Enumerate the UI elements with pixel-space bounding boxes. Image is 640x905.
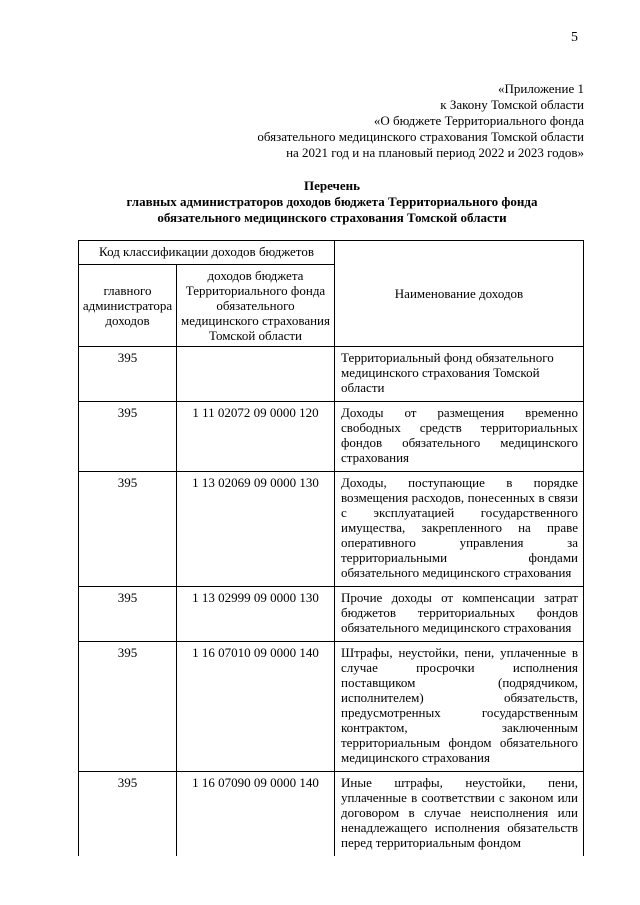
income-name-cell: Прочие доходы от компенсации затрат бюджетов территориальных фондов обязательного медицинского страхования bbox=[335, 587, 584, 642]
page-number: 5 bbox=[571, 30, 578, 45]
income-code-cell: 1 16 07090 09 0000 140 bbox=[177, 772, 335, 857]
header-fund-income: доходов бюджета Территориального фонда обязательного медицинского страхования Томской области bbox=[177, 265, 335, 347]
document-title bbox=[76, 178, 588, 226]
income-table bbox=[78, 240, 584, 856]
income-code-cell: 1 13 02999 09 0000 130 bbox=[177, 587, 335, 642]
title-line: главных администраторов доходов бюджета Территориального фонда bbox=[126, 194, 538, 209]
header-income-name: Наименование доходов bbox=[335, 241, 584, 347]
income-name-cell: Доходы, поступающие в порядке возмещения расходов, понесенных в связи с эксплуатацией государственного имущества, закрепленного на праве оперативного управления за территориальными фондами обязательного медицинского страхования bbox=[335, 472, 584, 587]
table-row bbox=[79, 642, 584, 772]
admin-code-cell: 395 bbox=[79, 587, 177, 642]
title-line: Перечень bbox=[303, 178, 361, 193]
title-line: обязательного медицинского страхования Томской области bbox=[157, 210, 507, 225]
admin-code-cell: 395 bbox=[79, 472, 177, 587]
header-admin: главного администратора доходов bbox=[79, 265, 177, 347]
admin-code-cell: 395 bbox=[79, 642, 177, 772]
table-row bbox=[79, 347, 584, 402]
income-name-cell: Доходы от размещения временно свободных средств территориальных фондов обязательного медицинского страхования bbox=[335, 402, 584, 472]
header-classification: Код классификации доходов бюджетов bbox=[79, 241, 335, 265]
admin-code-cell: 395 bbox=[79, 347, 177, 402]
income-name-cell: Территориальный фонд обязательного медицинского страхования Томской области bbox=[335, 347, 584, 402]
table-row bbox=[79, 587, 584, 642]
admin-code-cell: 395 bbox=[79, 772, 177, 857]
table-row bbox=[79, 402, 584, 472]
income-code-cell: 1 11 02072 09 0000 120 bbox=[177, 402, 335, 472]
income-name-cell: Иные штрафы, неустойки, пени, уплаченные в соответствии с законом или договором в случае неисполнения или ненадлежащего исполнения обязательств перед территориальным фондом bbox=[335, 772, 584, 857]
income-code-cell bbox=[177, 347, 335, 402]
income-name-cell: Штрафы, неустойки, пени, уплаченные в случае просрочки исполнения поставщиком (подрядчиком, исполнителем) обязательств, предусмотренных государственным контрактом, заключенным территориальным фондом обязательного медицинского страхования bbox=[335, 642, 584, 772]
table-row bbox=[79, 472, 584, 587]
appendix-line: на 2021 год и на плановый период 2022 и 2023 годов» bbox=[286, 145, 584, 160]
income-code-cell: 1 16 07010 09 0000 140 bbox=[177, 642, 335, 772]
appendix-line: к Закону Томской области bbox=[440, 97, 584, 112]
table-row bbox=[79, 772, 584, 857]
appendix-line: «Приложение 1 bbox=[497, 81, 584, 96]
admin-code-cell: 395 bbox=[79, 402, 177, 472]
appendix-line: обязательного медицинского страхования Томской области bbox=[257, 129, 584, 144]
income-code-cell: 1 13 02069 09 0000 130 bbox=[177, 472, 335, 587]
appendix-line: «О бюджете Территориального фонда bbox=[373, 113, 584, 128]
appendix-reference bbox=[257, 81, 584, 161]
table-header-row bbox=[79, 241, 584, 265]
